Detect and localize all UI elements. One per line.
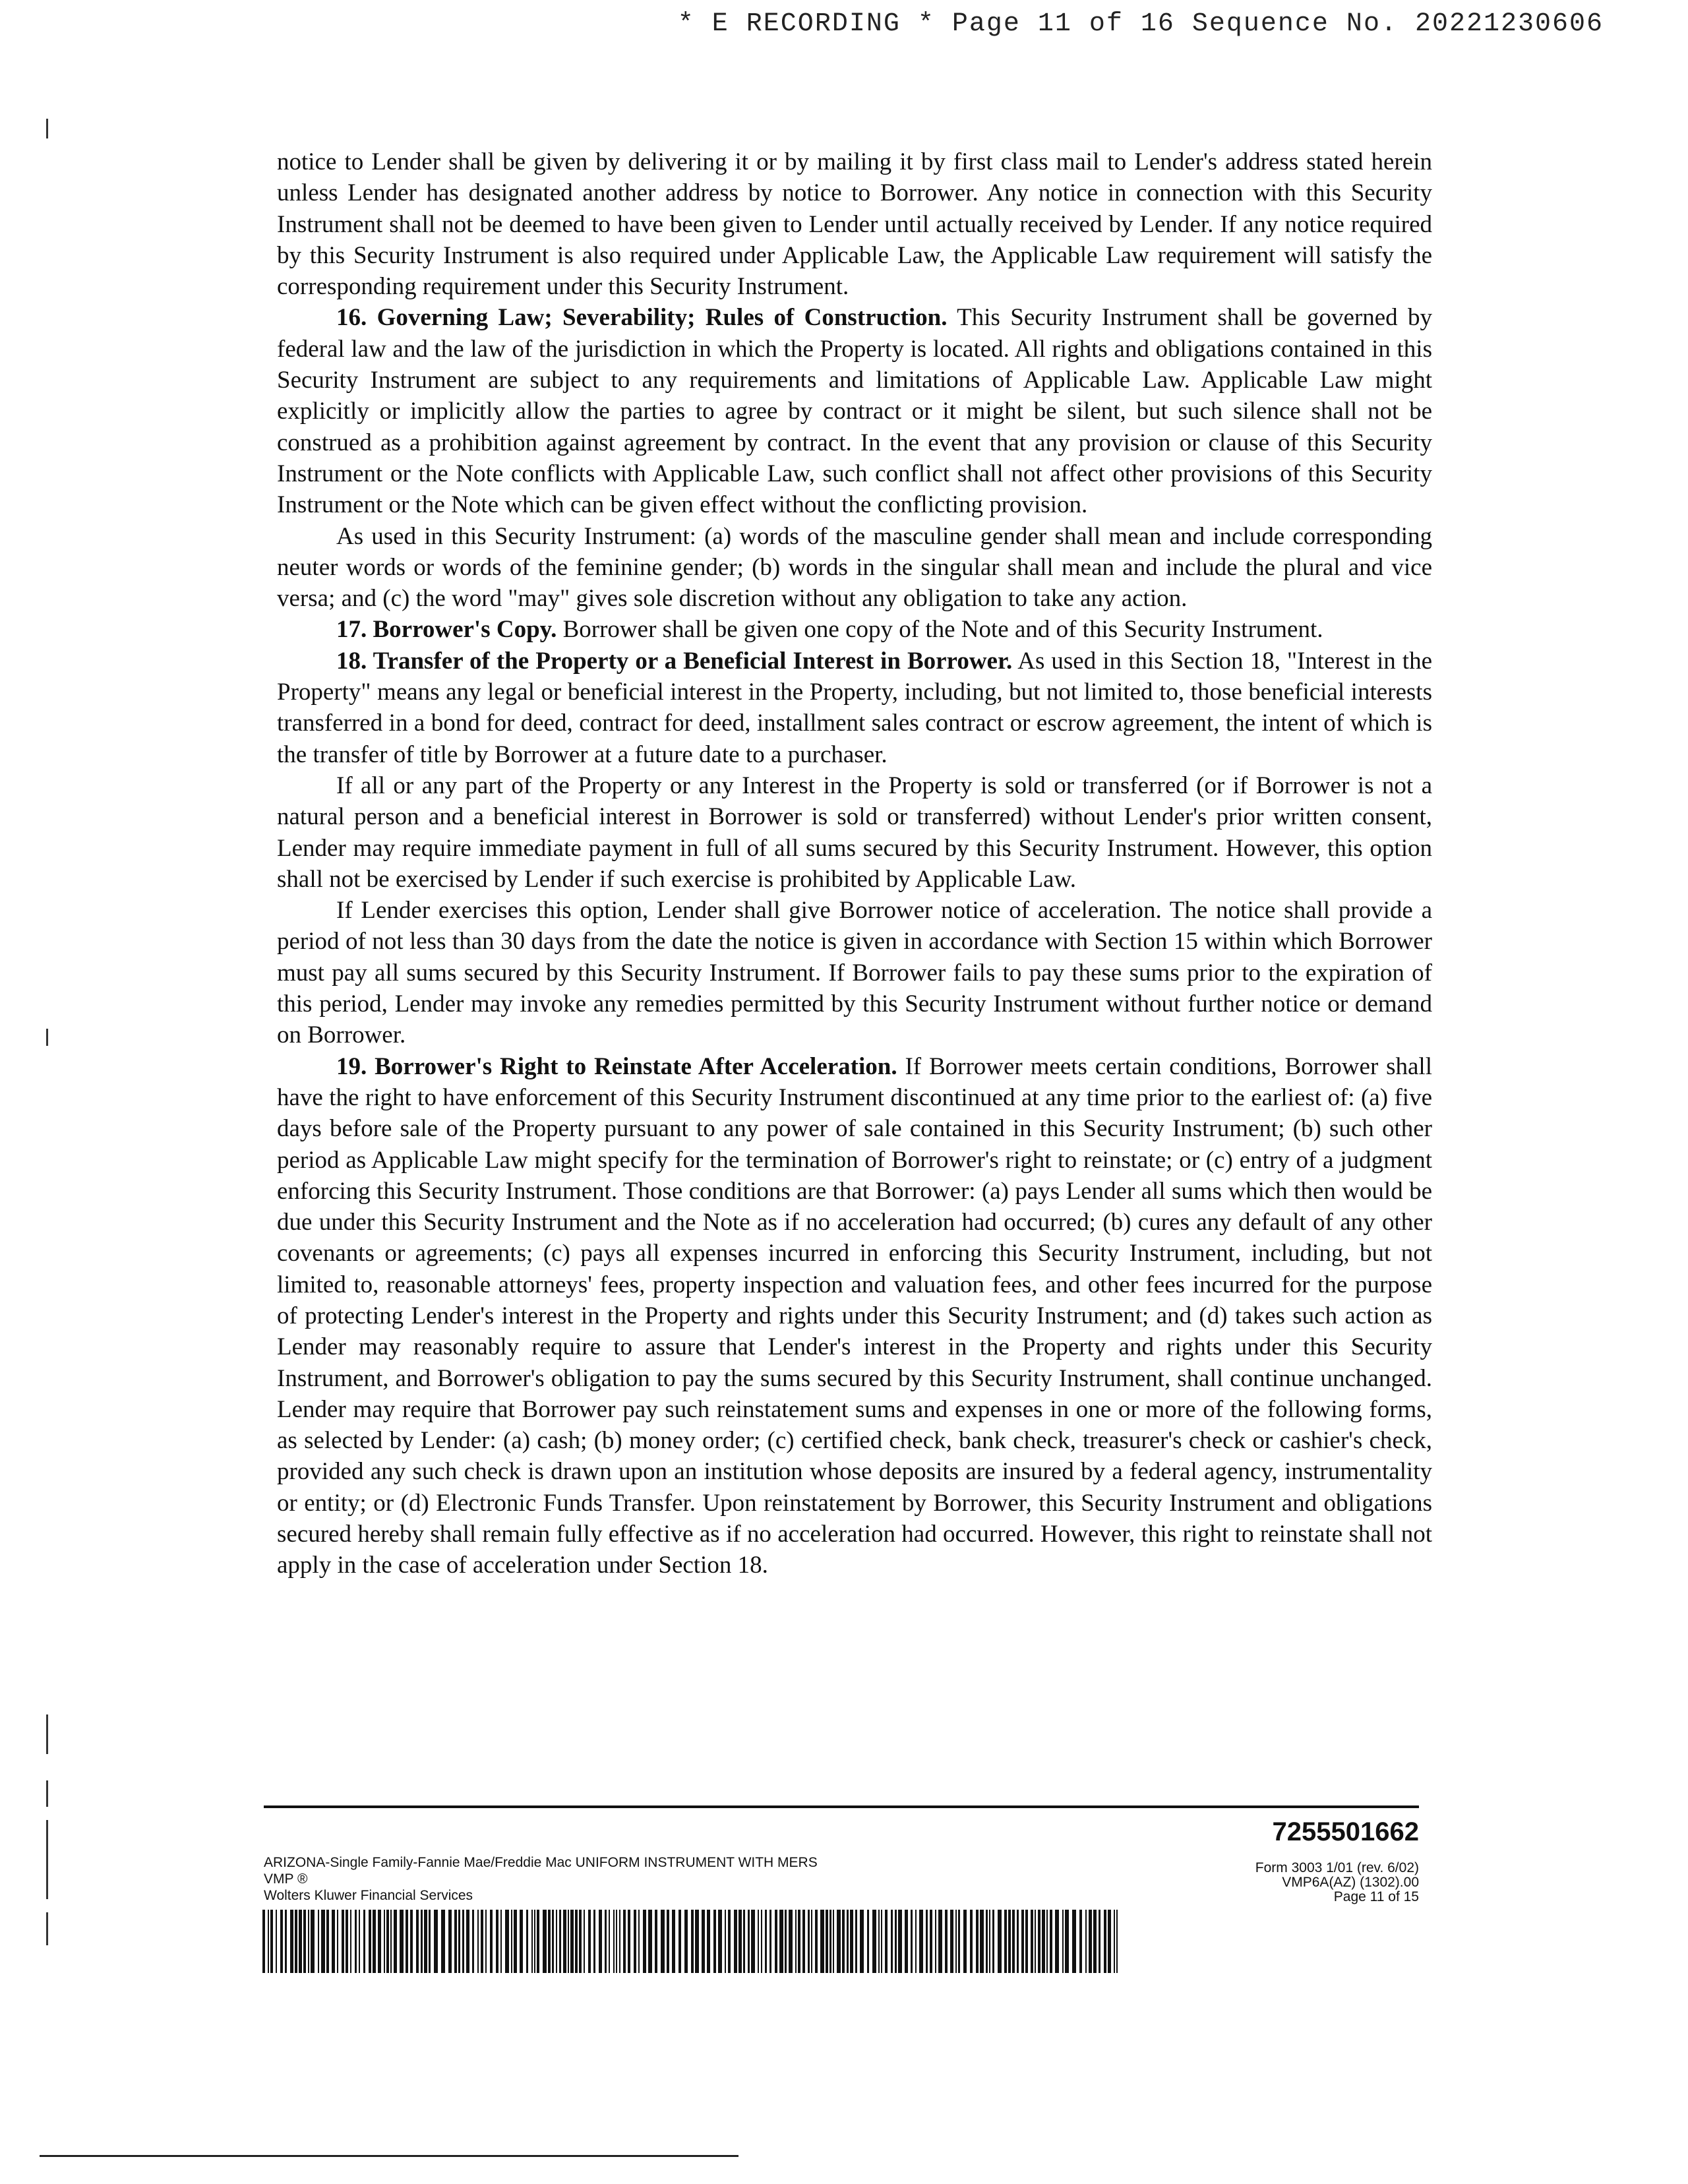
section-16-rules-paragraph: As used in this Security Instrument: (a) words of the masculine gender shall mean and include corresponding neuter words or words of the feminine gender; (b) words in the singular shall mean and include the plural and vice versa; and (c) the word "may" gives sole discretion without any obligation to take any action. bbox=[277, 522, 1432, 613]
barcode-bar bbox=[798, 1910, 800, 1973]
barcode-bar bbox=[955, 1910, 957, 1973]
recording-stamp-header: * E RECORDING * Page 11 of 16 Sequence No. 20221230606 bbox=[677, 9, 1604, 39]
barcode-bar bbox=[276, 1910, 277, 1973]
scan-edge-line bbox=[40, 2155, 738, 2157]
barcode-bar bbox=[915, 1910, 917, 1973]
section-18-heading: 18. Transfer of the Property or a Beneficial Interest in Borrower. bbox=[336, 647, 1013, 675]
barcode-bar bbox=[1050, 1910, 1052, 1973]
barcode-bar bbox=[802, 1910, 805, 1973]
form-title: ARIZONA-Single Family-Fannie Mae/Freddie Mac UNIFORM INSTRUMENT WITH MERS bbox=[264, 1855, 818, 1870]
margin-mark bbox=[46, 1820, 48, 1899]
section-18-text: As used in this Section 18, "Interest in the Property" means any legal or beneficial interest in the Property, including, but not limited to, those beneficial interests transferred in a bond for deed, contract for deed, installment sales contract or escrow agreement, the intent of which is the transfer of title by Borrower at a future date to a purchaser. bbox=[277, 647, 1432, 768]
barcode-bar bbox=[485, 1910, 487, 1973]
barcode-bar bbox=[789, 1910, 793, 1973]
barcode-bar bbox=[725, 1910, 726, 1973]
barcode-bar bbox=[881, 1910, 882, 1973]
section-17-paragraph bbox=[277, 614, 1432, 645]
barcode-bar bbox=[958, 1910, 960, 1973]
form-identification bbox=[264, 1854, 818, 1904]
barcode-bar bbox=[390, 1910, 392, 1973]
barcode-bar bbox=[751, 1910, 755, 1973]
barcode-bar bbox=[667, 1910, 669, 1973]
barcode-bar bbox=[1055, 1910, 1059, 1973]
barcode-bar bbox=[986, 1910, 988, 1973]
barcode-bar bbox=[548, 1910, 551, 1973]
barcode bbox=[262, 1910, 1120, 1973]
barcode-bar bbox=[373, 1910, 376, 1973]
barcode-bar bbox=[394, 1910, 397, 1973]
barcode-bar bbox=[1085, 1910, 1087, 1973]
paragraph-notice-continued: notice to Lender shall be given by delivering it or by mailing it by first class mail to Lender's address stated herein unless Lender has designated another address by notice to Borrower. Any notice in connection with this Security Instrument shall not be deemed to have been given to Lender until actually received by Lender. If any notice required by this Security Instrument is also required under Applicable Law, the Applicable Law requirement will satisfy the corresponding requirement under this Security Instrument. bbox=[277, 148, 1432, 301]
barcode-bar bbox=[702, 1910, 705, 1973]
publisher-name: Wolters Kluwer Financial Services bbox=[264, 1888, 473, 1903]
barcode-bar bbox=[980, 1910, 984, 1973]
barcode-bar bbox=[989, 1910, 990, 1973]
barcode-bar bbox=[850, 1910, 853, 1973]
barcode-bar bbox=[628, 1910, 630, 1973]
barcode-bar bbox=[1008, 1910, 1011, 1973]
barcode-bar bbox=[808, 1910, 810, 1973]
barcode-bar bbox=[935, 1910, 936, 1973]
barcode-bar bbox=[406, 1910, 408, 1973]
barcode-bar bbox=[926, 1910, 928, 1973]
barcode-bar bbox=[441, 1910, 445, 1973]
barcode-bar bbox=[477, 1910, 479, 1973]
barcode-bar bbox=[992, 1910, 994, 1973]
barcode-bar bbox=[500, 1910, 502, 1973]
barcode-bar bbox=[552, 1910, 554, 1973]
barcode-bar bbox=[534, 1910, 535, 1973]
barcode-bar bbox=[895, 1910, 897, 1973]
margin-mark bbox=[46, 119, 48, 138]
barcode-bar bbox=[462, 1910, 464, 1973]
barcode-bar bbox=[779, 1910, 783, 1973]
barcode-bar bbox=[537, 1910, 539, 1973]
barcode-bar bbox=[775, 1910, 777, 1973]
barcode-bar bbox=[842, 1910, 845, 1973]
barcode-bar bbox=[593, 1910, 595, 1973]
barcode-bar bbox=[878, 1910, 880, 1973]
barcode-bar bbox=[619, 1910, 620, 1973]
barcode-bar bbox=[511, 1910, 512, 1973]
barcode-bar bbox=[976, 1910, 979, 1973]
barcode-bar bbox=[1093, 1910, 1097, 1973]
barcode-bar bbox=[359, 1910, 360, 1973]
barcode-bar bbox=[655, 1910, 657, 1973]
barcode-bar bbox=[728, 1910, 731, 1973]
section-18-transfer-paragraph: If all or any part of the Property or any Interest in the Property is sold or transferred (or if Borrower is not a natural person and a beneficial interest in Borrower is sold or transferred) without Lender's prior written consent, Lender may require immediate payment in full of all sums secured by this Security Instrument. However, this option shall not be exercised by Lender if such exercise is prohibited by Applicable Law. bbox=[277, 772, 1432, 893]
barcode-bar bbox=[695, 1910, 699, 1973]
footer-divider bbox=[264, 1805, 1419, 1808]
barcode-bar bbox=[342, 1910, 344, 1973]
form-code: VMP6A(AZ) (1302).00 bbox=[1282, 1875, 1419, 1890]
barcode-bar bbox=[421, 1910, 423, 1973]
barcode-bar bbox=[950, 1910, 953, 1973]
section-17-heading: 17. Borrower's Copy. bbox=[336, 616, 557, 644]
barcode-bar bbox=[1025, 1910, 1028, 1973]
barcode-bar bbox=[938, 1910, 942, 1973]
barcode-bar bbox=[634, 1910, 636, 1973]
barcode-bar bbox=[815, 1910, 818, 1973]
barcode-bar bbox=[355, 1910, 357, 1973]
barcode-bar bbox=[691, 1910, 694, 1973]
barcode-bar bbox=[416, 1910, 419, 1973]
section-19-paragraph bbox=[277, 1051, 1432, 1581]
barcode-bar bbox=[410, 1910, 413, 1973]
barcode-bar bbox=[855, 1910, 857, 1973]
section-16-text: This Security Instrument shall be governed by federal law and the law of the jurisdiction in which the Property is located. All rights and obligations contained in this Security Instrument are subject to any requirements and limitations of Applicable Law. Applicable Law might explicitly or implicitly allow the parties to agree by contract or it might be silent, but such silence shall not be construed as a prohibition against agreement by contract. In the event that any provision or clause of this Security Instrument or the Note conflicts with Applicable Law, such conflict shall not affect other provisions of this Security Instrument or the Note which can be given effect without the conflicting provision. bbox=[277, 304, 1432, 519]
barcode-bar bbox=[466, 1910, 469, 1973]
barcode-bar bbox=[490, 1910, 493, 1973]
barcode-bar bbox=[531, 1910, 533, 1973]
barcode-bar bbox=[1035, 1910, 1036, 1973]
barcode-bar bbox=[998, 1910, 1002, 1973]
barcode-bar bbox=[505, 1910, 509, 1973]
barcode-bar bbox=[332, 1910, 335, 1973]
margin-mark bbox=[46, 1912, 48, 1945]
barcode-bar bbox=[424, 1910, 427, 1973]
barcode-bar bbox=[758, 1910, 759, 1973]
form-reference bbox=[1255, 1861, 1419, 1904]
barcode-bar bbox=[386, 1910, 389, 1973]
section-19-heading: 19. Borrower's Right to Reinstate After Acceleration. bbox=[336, 1052, 897, 1080]
barcode-bar bbox=[384, 1910, 385, 1973]
barcode-bar bbox=[559, 1910, 561, 1973]
barcode-bar bbox=[268, 1910, 269, 1973]
barcode-bar bbox=[526, 1910, 528, 1973]
barcode-bar bbox=[1031, 1910, 1033, 1973]
barcode-bar bbox=[280, 1910, 283, 1973]
barcode-bar bbox=[707, 1910, 710, 1973]
barcode-bar bbox=[514, 1910, 517, 1973]
document-body bbox=[277, 146, 1432, 1581]
barcode-bar bbox=[584, 1910, 585, 1973]
loan-number: 7255501662 bbox=[1272, 1817, 1419, 1846]
barcode-bar bbox=[556, 1910, 557, 1973]
section-16-heading: 16. Governing Law; Severability; Rules of Construction. bbox=[336, 304, 948, 332]
section-17-text: Borrower shall be given one copy of the Note and of this Security Instrument. bbox=[557, 616, 1323, 644]
barcode-bar bbox=[588, 1910, 591, 1973]
barcode-bar bbox=[919, 1910, 923, 1973]
barcode-bar bbox=[579, 1910, 582, 1973]
barcode-bar bbox=[337, 1910, 338, 1973]
barcode-bar bbox=[765, 1910, 767, 1973]
barcode-bar bbox=[311, 1910, 315, 1973]
barcode-bar bbox=[299, 1910, 302, 1973]
barcode-bar bbox=[970, 1910, 973, 1973]
barcode-bar bbox=[609, 1910, 610, 1973]
barcode-bar bbox=[290, 1910, 293, 1973]
barcode-bar bbox=[963, 1910, 967, 1973]
barcode-bar bbox=[847, 1910, 849, 1973]
barcode-bar bbox=[829, 1910, 831, 1973]
margin-mark bbox=[46, 1780, 48, 1807]
barcode-bar bbox=[1012, 1910, 1015, 1973]
barcode-bar bbox=[285, 1910, 287, 1973]
barcode-bar bbox=[472, 1910, 474, 1973]
barcode-bar bbox=[318, 1910, 319, 1973]
barcode-bar bbox=[369, 1910, 371, 1973]
barcode-bar bbox=[308, 1910, 309, 1973]
barcode-bar bbox=[1089, 1910, 1092, 1973]
barcode-bar bbox=[570, 1910, 574, 1973]
barcode-bar bbox=[795, 1910, 797, 1973]
barcode-bar bbox=[400, 1910, 404, 1973]
barcode-bar bbox=[454, 1910, 457, 1973]
barcode-bar bbox=[885, 1910, 888, 1973]
barcode-bar bbox=[1099, 1910, 1100, 1973]
section-18-acceleration-paragraph: If Lender exercises this option, Lender shall give Borrower notice of acceleration. The notice shall provide a period of not less than 30 days from the date the notice is given in accordance with Section 15 within which Borrower must pay all sums secured by this Security Instrument. If Borrower fails to pay these sums prior to the expiration of this period, Lender may invoke any remedies permitted by this Security Instrument without further notice or demand on Borrower. bbox=[277, 897, 1432, 1049]
margin-mark bbox=[46, 1029, 48, 1046]
barcode-bar bbox=[785, 1910, 787, 1973]
barcode-bar bbox=[321, 1910, 325, 1973]
barcode-bar bbox=[1021, 1910, 1024, 1973]
barcode-bar bbox=[648, 1910, 652, 1973]
vmp-mark: VMP ® bbox=[264, 1871, 308, 1887]
barcode-bar bbox=[643, 1910, 646, 1973]
barcode-bar bbox=[898, 1910, 902, 1973]
barcode-bar bbox=[911, 1910, 913, 1973]
barcode-bar bbox=[270, 1910, 273, 1973]
barcode-bar bbox=[672, 1910, 675, 1973]
barcode-bar bbox=[678, 1910, 681, 1973]
barcode-bar bbox=[346, 1910, 348, 1973]
barcode-bar bbox=[820, 1910, 824, 1973]
barcode-bar bbox=[905, 1910, 908, 1973]
barcode-bar bbox=[613, 1910, 615, 1973]
barcode-bar bbox=[661, 1910, 665, 1973]
barcode-bar bbox=[520, 1910, 523, 1973]
barcode-bar bbox=[891, 1910, 893, 1973]
margin-mark bbox=[46, 1714, 48, 1754]
section-18-paragraph bbox=[277, 646, 1432, 770]
barcode-bar bbox=[1062, 1910, 1064, 1973]
barcode-bar bbox=[718, 1910, 722, 1973]
form-number: Form 3003 1/01 (rev. 6/02) bbox=[1255, 1860, 1419, 1875]
barcode-bar bbox=[761, 1910, 762, 1973]
barcode-bar bbox=[684, 1910, 688, 1973]
barcode-bar bbox=[743, 1910, 745, 1973]
barcode-bar bbox=[599, 1910, 602, 1973]
barcode-bar bbox=[295, 1910, 297, 1973]
barcode-bar bbox=[734, 1910, 737, 1973]
barcode-bar bbox=[481, 1910, 483, 1973]
barcode-bar bbox=[303, 1910, 306, 1973]
barcode-bar bbox=[1108, 1910, 1111, 1973]
barcode-bar bbox=[1038, 1910, 1040, 1973]
barcode-bar bbox=[1046, 1910, 1048, 1973]
section-19-text: If Borrower meets certain conditions, Borrower shall have the right to have enforcement of this Security Instrument discontinued at any time prior to the earliest of: (a) five days before sale of the Property pursuant to any power of sale contained in this Security Instrument; (b) such other period as Applicable Law might specify for the termination of Borrower's right to reinstate; or (c) entry of a judgment enforcing this Security Instrument. Those conditions are that Borrower: (a) pays Lender all sums which then would be due under this Security Instrument and the Note as if no acceleration had occurred; (b) cures any default of any other covenants or agreements; (c) pays all expenses incurred in enforcing this Security Instrument, including, but not limited to, reasonable attorneys' fees, property inspection and valuation fees, and other fees incurred for the purpose of protecting Lender's interest in the Property and rights under this Security Instrument; and (d) takes such action as Lender may reasonably require to assure that Lender's interest in the Property and rights under this Security Instrument, and Borrower's obligation to pay the sums secured by this Security Instrument, shall continue unchanged. Lender may require that Borrower pay such reinstatement sums and expenses in one or more of the following forms, as selected by Lender: (a) cash; (b) money order; (c) certified check, bank check, treasurer's check or cashier's check, provided any such check is drawn upon an institution whose deposits are insured by a federal agency, instrumentality or entity; or (d) Electronic Funds Transfer. Upon reinstatement by Borrower, this Security Instrument and obligations secured hereby shall remain fully effective as if no acceleration had occurred. However, this right to reinstate shall not apply in the case of acceleration under Section 18. bbox=[277, 1052, 1432, 1579]
barcode-bar bbox=[1114, 1910, 1115, 1973]
page-number: Page 11 of 15 bbox=[1333, 1889, 1419, 1904]
barcode-bar bbox=[326, 1910, 329, 1973]
barcode-bar bbox=[811, 1910, 812, 1973]
barcode-bar bbox=[1104, 1910, 1106, 1973]
barcode-bar bbox=[837, 1910, 841, 1973]
barcode-bar bbox=[1065, 1910, 1069, 1973]
barcode-bar bbox=[1004, 1910, 1007, 1973]
barcode-bar bbox=[568, 1910, 569, 1973]
barcode-bar bbox=[378, 1910, 381, 1973]
barcode-bar bbox=[262, 1910, 265, 1973]
barcode-bar bbox=[748, 1910, 750, 1973]
section-16-paragraph bbox=[277, 302, 1432, 520]
barcode-bar bbox=[638, 1910, 640, 1973]
barcode-bar bbox=[575, 1910, 578, 1973]
barcode-bar bbox=[945, 1910, 948, 1973]
barcode-bar bbox=[363, 1910, 365, 1973]
barcode-bar bbox=[616, 1910, 617, 1973]
barcode-bar bbox=[448, 1910, 452, 1973]
barcode-bar bbox=[738, 1910, 742, 1973]
barcode-bar bbox=[563, 1910, 566, 1973]
barcode-bar bbox=[623, 1910, 626, 1973]
barcode-bar bbox=[434, 1910, 438, 1973]
barcode-bar bbox=[1017, 1910, 1019, 1973]
barcode-bar bbox=[713, 1910, 716, 1973]
barcode-bar bbox=[860, 1910, 864, 1973]
barcode-bar bbox=[930, 1910, 932, 1973]
barcode-bar bbox=[872, 1910, 876, 1973]
barcode-bar bbox=[458, 1910, 460, 1973]
barcode-bar bbox=[867, 1910, 869, 1973]
barcode-bar bbox=[543, 1910, 547, 1973]
barcode-bar bbox=[429, 1910, 431, 1973]
barcode-bar bbox=[1079, 1910, 1082, 1973]
barcode-bar bbox=[1116, 1910, 1118, 1973]
barcode-bar bbox=[1072, 1910, 1076, 1973]
barcode-bar bbox=[833, 1910, 834, 1973]
barcode-bar bbox=[496, 1910, 498, 1973]
barcode-bar bbox=[826, 1910, 828, 1973]
barcode-bar bbox=[605, 1910, 607, 1973]
barcode-bar bbox=[1042, 1910, 1045, 1973]
barcode-bar bbox=[350, 1910, 351, 1973]
barcode-bar bbox=[769, 1910, 771, 1973]
